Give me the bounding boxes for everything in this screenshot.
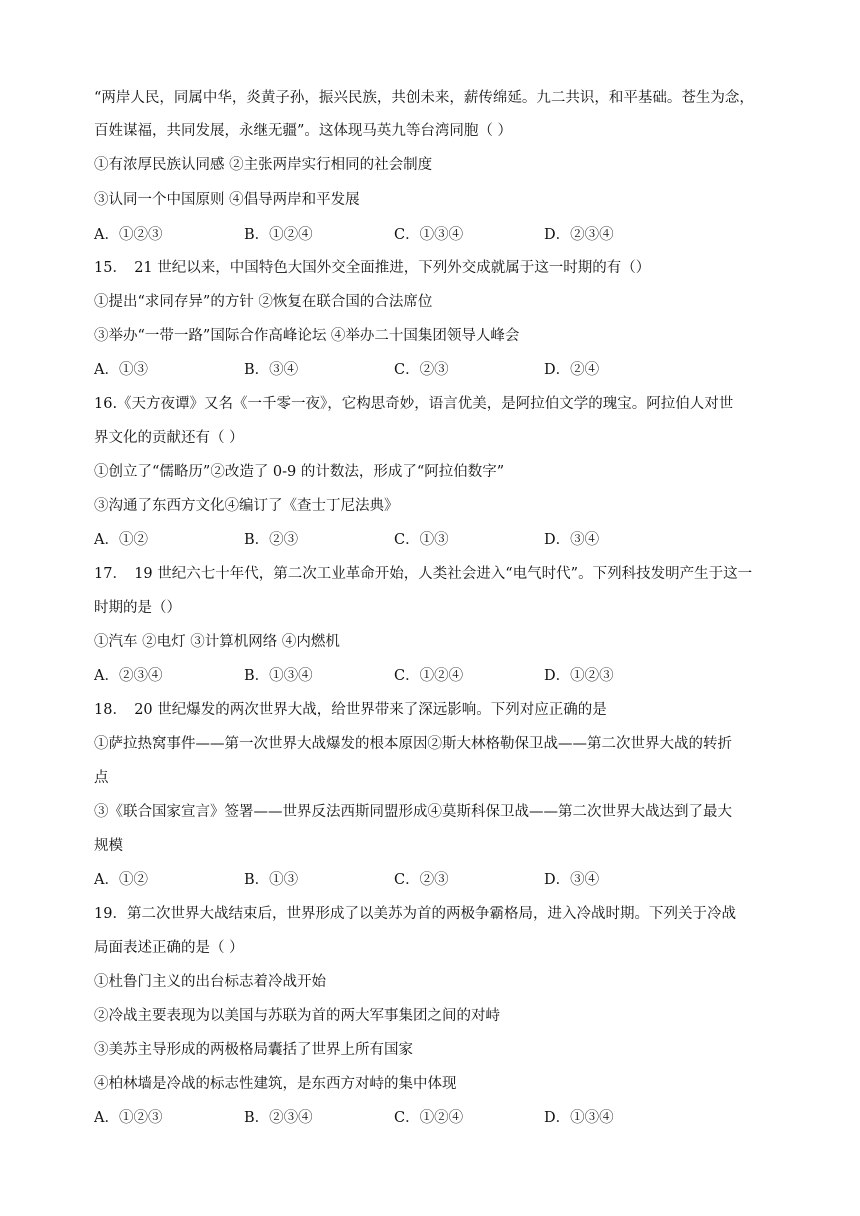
q19-option-b[interactable]: B．②③④ bbox=[244, 1110, 313, 1126]
q15-item-line-1: ①提出“求同存异”的方针 ②恢复在联合国的合法席位 bbox=[94, 294, 433, 310]
q14-option-b[interactable]: B．①②④ bbox=[244, 227, 313, 243]
q18-item-line-3: ③《联合国家宣言》签署——世界反法西斯同盟形成④莫斯科保卫战——第二次世界大战达到了最大 bbox=[94, 804, 732, 820]
q14-options bbox=[94, 225, 794, 245]
q17-option-a[interactable]: A．②③④ bbox=[94, 668, 163, 684]
q15-option-c[interactable]: C．②③ bbox=[394, 362, 449, 378]
q19-stem-line-2: 局面表述正确的是（ ） bbox=[94, 940, 244, 956]
q19-option-d[interactable]: D．①③④ bbox=[544, 1110, 614, 1126]
q17-item-line-1: ①汽车 ②电灯 ③计算机网络 ④内燃机 bbox=[94, 634, 340, 650]
q19-item-line-1: ①杜鲁门主义的出台标志着冷战开始 bbox=[94, 974, 326, 990]
q17-option-d[interactable]: D．①②③ bbox=[544, 668, 614, 684]
q16-option-b[interactable]: B．②③ bbox=[244, 532, 299, 548]
q16-option-d[interactable]: D．③④ bbox=[544, 532, 600, 548]
q14-option-c[interactable]: C．①③④ bbox=[394, 227, 464, 243]
q16-item-line-2: ③沟通了东西方文化④编订了《查士丁尼法典》 bbox=[94, 498, 399, 514]
q15-item-line-2: ③举办“一带一路”国际合作高峰论坛 ④举办二十国集团领导人峰会 bbox=[94, 328, 520, 344]
q17-stem-line-1: 17． 19 世纪六七十年代，第二次工业革命开始，人类社会进入“电气时代”。下列科技发明产生于这一 bbox=[94, 566, 753, 582]
q15-stem-line-1: 15． 21 世纪以来，中国特色大国外交全面推进，下列外交成就属于这一时期的有（） bbox=[94, 260, 651, 276]
q19-option-a[interactable]: A．①②③ bbox=[94, 1110, 163, 1126]
q18-option-d[interactable]: D．③④ bbox=[544, 872, 600, 888]
q14-option-d[interactable]: D．②③④ bbox=[544, 227, 614, 243]
q16-options bbox=[94, 530, 794, 550]
q15-option-b[interactable]: B．③④ bbox=[244, 362, 299, 378]
q16-stem-line-2: 界文化的贡献还有（ ） bbox=[94, 430, 244, 446]
q19-item-line-2: ②冷战主要表现为以美国与苏联为首的两大军事集团之间的对峙 bbox=[94, 1008, 500, 1024]
q18-option-a[interactable]: A．①② bbox=[94, 872, 148, 888]
q18-item-line-2: 点 bbox=[94, 770, 109, 786]
q17-options bbox=[94, 666, 794, 686]
q18-item-line-4: 规模 bbox=[94, 838, 123, 854]
q14-stem-line-1: “两岸人民，同属中华，炎黄子孙，振兴民族，共创未来，薪传绵延。九二共识，和平基础。苍生为念， bbox=[94, 90, 754, 106]
q14-item-line-1: ①有浓厚民族认同感 ②主张两岸实行相同的社会制度 bbox=[94, 157, 433, 173]
q19-item-line-4: ④柏林墙是冷战的标志性建筑，是东西方对峙的集中体现 bbox=[94, 1076, 457, 1092]
q18-option-c[interactable]: C．②③ bbox=[394, 872, 449, 888]
q19-item-line-3: ③美苏主导形成的两极格局囊括了世界上所有国家 bbox=[94, 1042, 413, 1058]
q14-stem-line-2: 百姓谋福，共同发展，永继无疆”。这体现马英九等台湾同胞（ ） bbox=[94, 123, 513, 139]
q17-stem-line-2: 时期的是（） bbox=[94, 600, 181, 616]
q17-option-b[interactable]: B．①③④ bbox=[244, 668, 313, 684]
q16-option-a[interactable]: A．①② bbox=[94, 532, 148, 548]
q16-option-c[interactable]: C．①③ bbox=[394, 532, 449, 548]
q19-stem-line-1: 19．第二次世界大战结束后，世界形成了以美苏为首的两极争霸格局，进入冷战时期。下列关于冷战 bbox=[94, 906, 736, 922]
q18-option-b[interactable]: B．①③ bbox=[244, 872, 299, 888]
q14-option-a[interactable]: A．①②③ bbox=[94, 227, 163, 243]
q18-options bbox=[94, 870, 794, 890]
q15-option-a[interactable]: A．①③ bbox=[94, 362, 148, 378]
q16-item-line-1: ①创立了“儒略历”②改造了 0-9 的计数法，形成了“阿拉伯数字” bbox=[94, 464, 505, 480]
q15-options bbox=[94, 360, 794, 380]
q18-stem-line-1: 18． 20 世纪爆发的两次世界大战，给世界带来了深远影响。下列对应正确的是 bbox=[94, 702, 607, 718]
q19-option-c[interactable]: C．①②④ bbox=[394, 1110, 464, 1126]
q19-options bbox=[94, 1108, 794, 1128]
q14-item-line-2: ③认同一个中国原则 ④倡导两岸和平发展 bbox=[94, 192, 360, 208]
q18-item-line-1: ①萨拉热窝事件——第一次世界大战爆发的根本原因②斯大林格勒保卫战——第二次世界大战的转折 bbox=[94, 736, 732, 752]
q17-option-c[interactable]: C．①②④ bbox=[394, 668, 464, 684]
q15-option-d[interactable]: D．②④ bbox=[544, 362, 600, 378]
q16-stem-line-1: 16.《天方夜谭》又名《一千零一夜》，它构思奇妙，语言优美，是阿拉伯文学的瑰宝。阿拉伯人对世 bbox=[94, 396, 734, 412]
